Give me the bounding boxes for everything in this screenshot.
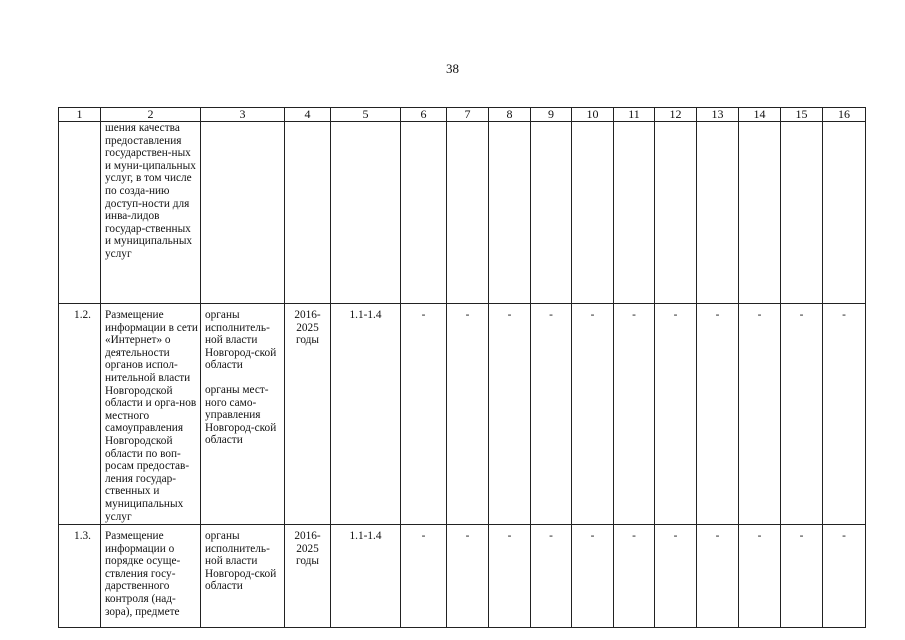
table-row: [59, 304, 866, 525]
value-cell: -: [823, 525, 866, 628]
column-header: 7: [447, 108, 489, 122]
value-cell: -: [697, 304, 739, 525]
column-header: 16: [823, 108, 866, 122]
value-cell: -: [781, 525, 823, 628]
value-cell: -: [739, 525, 781, 628]
value-cell: -: [655, 525, 697, 628]
row-period: 2016-2025 годы: [285, 304, 331, 525]
executor-text: органы мест-ного само-управления Новгород-ской области: [205, 383, 277, 447]
value-cell: [614, 122, 655, 304]
program-table: [58, 107, 866, 628]
row-number: 1.3.: [59, 525, 101, 628]
column-header: 6: [401, 108, 447, 122]
row-executors: [201, 122, 285, 304]
value-cell: [401, 122, 447, 304]
value-cell: -: [572, 304, 614, 525]
column-header: 11: [614, 108, 655, 122]
header-row: [59, 108, 866, 122]
column-header: 3: [201, 108, 285, 122]
value-cell: -: [447, 304, 489, 525]
column-header: 2: [101, 108, 201, 122]
row-description: шения качества предоставления государствен-ных и муни-ципальных услуг, в том числе по созда-нию доступ-ности для инва-лидов государ-ственных и муниципальных услуг: [101, 122, 201, 304]
value-cell: -: [447, 525, 489, 628]
value-cell: -: [572, 525, 614, 628]
column-header: 1: [59, 108, 101, 122]
row-indicators: 1.1-1.4: [331, 304, 401, 525]
value-cell: [739, 122, 781, 304]
row-number: [59, 122, 101, 304]
value-cell: -: [655, 304, 697, 525]
row-description: Размещение информации о порядке осуще-ствления госу-дарственного контроля (над-зора), предмете: [101, 525, 201, 628]
column-header: 9: [531, 108, 572, 122]
row-description: Размещение информации в сети «Интернет» о деятельности органов испол-нительной власти Новгородской области и орга-нов местного самоуправления Новгородской области по воп-росам предостав-ления государ-ственных и муниципальных услуг: [101, 304, 201, 525]
value-cell: [447, 122, 489, 304]
row-period: 2016-2025 годы: [285, 525, 331, 628]
value-cell: -: [614, 304, 655, 525]
value-cell: -: [697, 525, 739, 628]
value-cell: [697, 122, 739, 304]
row-indicators: 1.1-1.4: [331, 525, 401, 628]
column-header: 8: [489, 108, 531, 122]
table-row: [59, 122, 866, 304]
value-cell: -: [781, 304, 823, 525]
column-header: 10: [572, 108, 614, 122]
column-header: 13: [697, 108, 739, 122]
value-cell: [572, 122, 614, 304]
value-cell: -: [489, 304, 531, 525]
value-cell: -: [531, 525, 572, 628]
value-cell: [489, 122, 531, 304]
executor-text: органы исполнитель-ной власти Новгород-ской области: [205, 309, 277, 372]
column-header: 4: [285, 108, 331, 122]
value-cell: [781, 122, 823, 304]
row-indicators: [331, 122, 401, 304]
column-header: 5: [331, 108, 401, 122]
row-executors: [201, 304, 285, 525]
table-row: [59, 525, 866, 628]
value-cell: -: [531, 304, 572, 525]
page-number: 38: [446, 61, 459, 76]
value-cell: -: [489, 525, 531, 628]
column-header: 12: [655, 108, 697, 122]
value-cell: [655, 122, 697, 304]
executor-text: органы исполнитель-ной власти Новгород-ской области: [205, 530, 277, 593]
row-executors: [201, 525, 285, 628]
value-cell: -: [614, 525, 655, 628]
value-cell: -: [401, 304, 447, 525]
value-cell: -: [823, 304, 866, 525]
value-cell: [531, 122, 572, 304]
row-period: [285, 122, 331, 304]
row-number: 1.2.: [59, 304, 101, 525]
value-cell: [823, 122, 866, 304]
value-cell: -: [401, 525, 447, 628]
column-header: 14: [739, 108, 781, 122]
column-header: 15: [781, 108, 823, 122]
value-cell: -: [739, 304, 781, 525]
